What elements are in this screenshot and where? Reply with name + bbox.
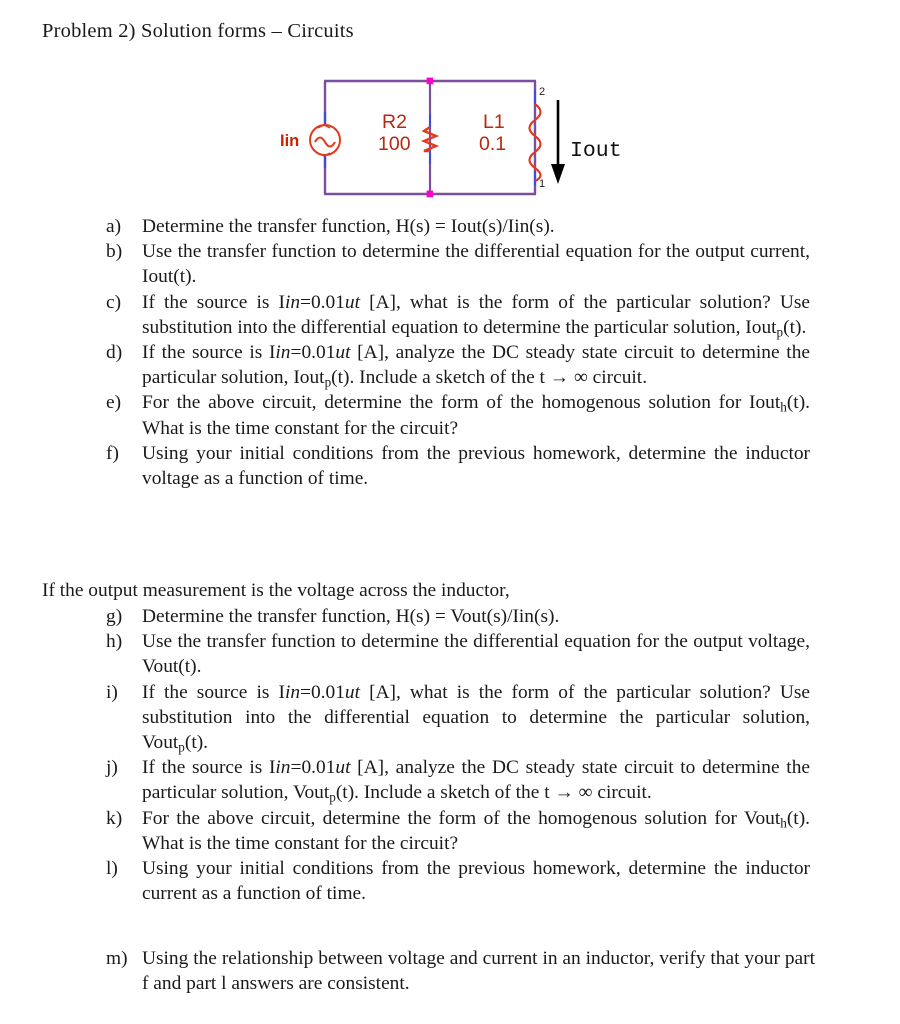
text-run: Using your initial conditions from the previous homework, determine the inductor current as a function of time.: [142, 858, 810, 905]
question-text: [142, 629, 810, 679]
italic-variable: ut: [335, 757, 351, 779]
question-text: [142, 680, 810, 756]
page-title: Problem 2) Solution forms – Circuits: [42, 20, 354, 42]
question-item: [98, 806, 810, 856]
text-run: (t).: [184, 732, 209, 754]
circuit-diagram: [265, 68, 665, 213]
text-run: If the source is I: [142, 681, 285, 703]
iout-arrow-icon: [551, 100, 565, 184]
text-run: [A], what is the form of the particular solution? Use substitution into the differential equation to determine the particular solution, Vout: [142, 681, 810, 754]
resistor-value: 100: [378, 133, 411, 155]
question-text: [142, 390, 810, 440]
inductor-value: 0.1: [479, 133, 507, 155]
question-list-part2: [98, 604, 810, 906]
ac-source-symbol: [310, 125, 340, 156]
list-marker: l): [106, 858, 118, 880]
text-run: For the above circuit, determine the form of the homogenous solution for Vout: [142, 807, 781, 829]
subscript: p: [178, 739, 185, 755]
list-marker: d): [106, 342, 123, 364]
list-marker: a): [106, 216, 122, 237]
question-item: [98, 340, 810, 390]
question-item: [98, 755, 810, 805]
node-top-label: 2: [539, 86, 546, 98]
question-list-part3: [98, 946, 815, 996]
list-marker: f): [106, 442, 119, 464]
list-marker: h): [106, 631, 123, 653]
question-text: [142, 946, 815, 996]
italic-variable: ut: [344, 291, 360, 313]
list-marker: j): [106, 757, 118, 779]
subscript: p: [776, 324, 784, 340]
question-text: [142, 214, 810, 239]
text-run: =0.01: [290, 757, 336, 779]
question-item: [98, 441, 810, 491]
text-run: =0.01: [290, 342, 336, 364]
text-run: =0.01: [300, 681, 345, 703]
question-item: [98, 629, 810, 679]
italic-variable: in: [275, 342, 291, 364]
text-run: Use the transfer function to determine the differential equation for the output current, Iout(t).: [142, 241, 810, 288]
question-item: [98, 390, 810, 440]
text-run: If the source is I: [142, 342, 276, 364]
text-run: (t). Include a sketch of the t → ∞ circuit.: [335, 782, 652, 804]
text-run: For the above circuit, determine the form of the homogenous solution for Iout: [142, 392, 781, 414]
text-run: Use the transfer function to determine the differential equation for the output voltage, Vout(t).: [142, 631, 810, 678]
list-marker: i): [106, 681, 118, 703]
text-run: (t).: [783, 316, 807, 338]
italic-variable: in: [275, 757, 291, 779]
list-marker: m): [106, 948, 128, 969]
question-item: [98, 856, 810, 906]
list-marker: e): [106, 392, 122, 414]
text-run: (t). What is the time constant for the circuit?: [142, 392, 810, 439]
italic-variable: ut: [335, 342, 351, 364]
question-text: [142, 239, 810, 289]
list-marker: b): [106, 241, 123, 263]
text-run: Using your initial conditions from the previous homework, determine the inductor voltage as a function of time.: [142, 442, 810, 490]
intro-paragraph: If the output measurement is the voltage across the inductor,: [42, 580, 510, 601]
text-run: [A], analyze the DC steady state circuit to determine the particular solution, Iout: [142, 342, 811, 389]
inductor-designator: L1: [483, 111, 505, 133]
list-marker: k): [106, 807, 123, 829]
question-item: [98, 604, 810, 629]
question-item: [98, 214, 810, 239]
text-run: Determine the transfer function, H(s) = Vout(s)/Iin(s).: [142, 606, 560, 627]
question-text: [142, 604, 810, 629]
italic-variable: ut: [344, 681, 360, 703]
question-list-part1: [98, 214, 810, 491]
resistor-designator: R2: [382, 111, 407, 133]
output-current-label: Iout: [570, 139, 622, 163]
text-run: [A], what is the form of the particular solution? Use substitution into the differential equation to determine the particular solution, Iout: [142, 291, 810, 338]
question-text: [142, 290, 810, 340]
text-run: If the source is I: [142, 291, 285, 313]
subscript: p: [324, 374, 332, 390]
question-text: [142, 755, 810, 805]
question-text: [142, 441, 810, 491]
list-marker: c): [106, 291, 122, 313]
subscript: h: [780, 400, 787, 416]
text-run: (t). What is the time constant for the circuit?: [142, 807, 810, 854]
italic-variable: in: [284, 291, 301, 313]
text-run: =0.01: [300, 291, 345, 313]
source-label: Iin: [280, 132, 300, 150]
question-item: [98, 290, 810, 340]
text-run: (t). Include a sketch of the t → ∞ circuit.: [331, 367, 648, 389]
question-text: [142, 856, 810, 906]
text-run: Using the relationship between voltage and current in an inductor, verify that your part f and part l answers are consistent.: [142, 948, 815, 995]
text-run: If the source is I: [142, 757, 276, 779]
list-marker: g): [106, 606, 123, 627]
text-run: [A], analyze the DC steady state circuit to determine the particular solution, Vout: [142, 757, 811, 804]
question-text: [142, 340, 810, 390]
question-text: [142, 806, 810, 856]
question-item: [98, 946, 815, 996]
text-run: Determine the transfer function, H(s) = Iout(s)/Iin(s).: [142, 216, 555, 237]
subscript: h: [780, 815, 787, 831]
subscript: p: [329, 790, 336, 806]
node-bottom-label: 1: [539, 178, 546, 190]
circuit-schematic-svg: [265, 68, 665, 213]
question-item: [98, 680, 810, 756]
italic-variable: in: [284, 681, 301, 703]
question-item: [98, 239, 810, 289]
